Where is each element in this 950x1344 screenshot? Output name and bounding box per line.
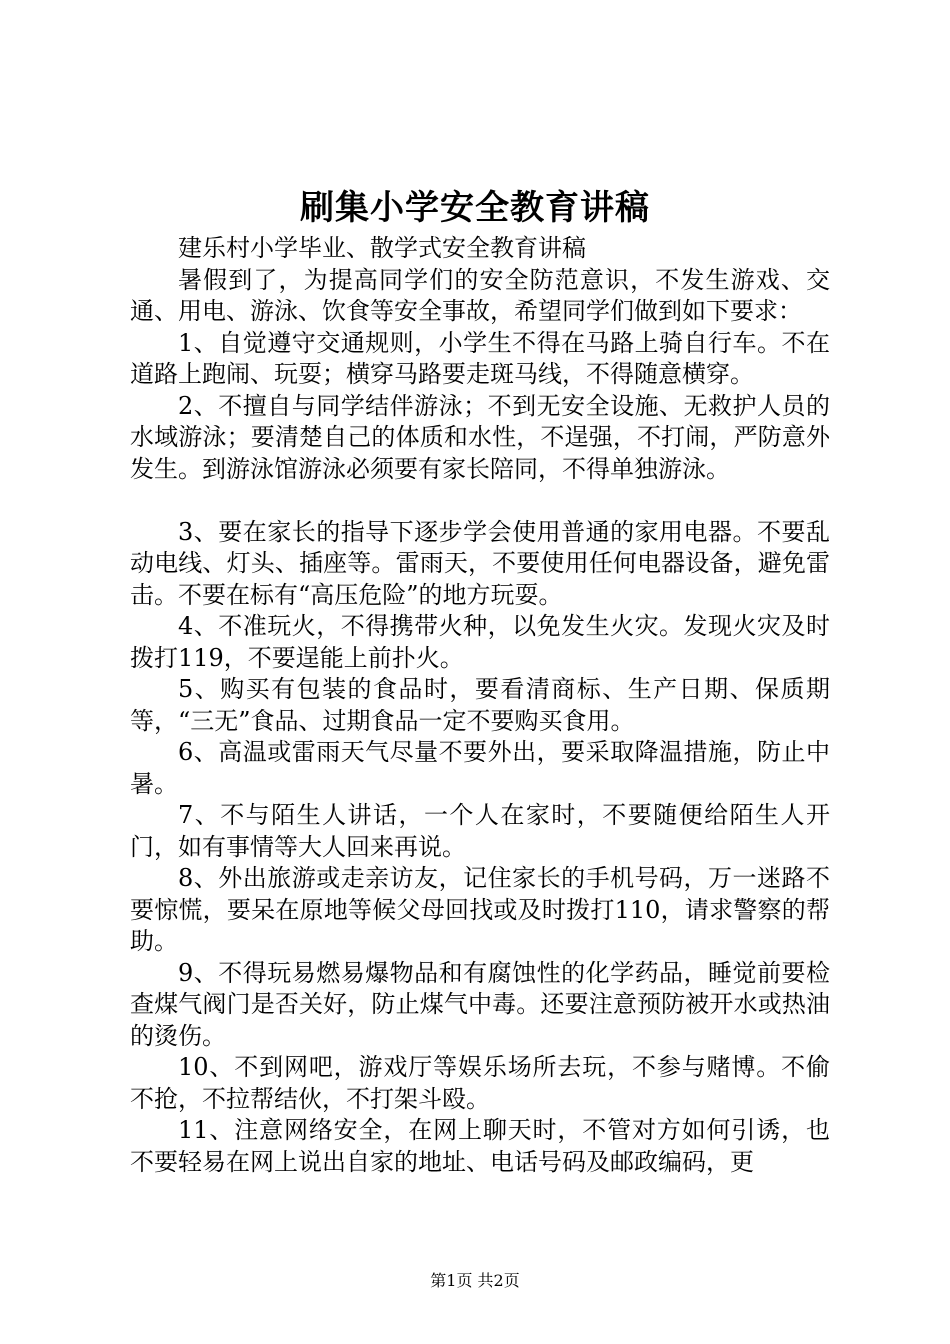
paragraph-intro: 暑假到了，为提高同学们的安全防范意识，不发生游戏、交通、用电、游泳、饮食等安全事故，希望同学们做到如下要求： bbox=[130, 265, 830, 325]
paragraph-rule-6: 6、高温或雷雨天气尽量不要外出，要采取降温措施，防止中暑。 bbox=[130, 738, 830, 798]
paragraph-rule-10: 10、不到网吧，游戏厅等娱乐场所去玩，不参与赌博。不偷不抢，不拉帮结伙，不打架斗殴。 bbox=[130, 1053, 830, 1113]
document-title: 刷集小学安全教育讲稿 bbox=[300, 188, 650, 228]
paragraph-rule-7: 7、不与陌生人讲话，一个人在家时，不要随便给陌生人开门，如有事情等大人回来再说。 bbox=[130, 801, 830, 861]
paragraph-rule-2: 2、不擅自与同学结伴游泳；不到无安全设施、无救护人员的水域游泳；要清楚自己的体质和水性，不逞强，不打闹，严防意外发生。到游泳馆游泳必须要有家长陪同，不得单独游泳。 bbox=[130, 391, 830, 483]
paragraph-subtitle: 建乐村小学毕业、散学式安全教育讲稿 bbox=[178, 234, 586, 262]
document-body bbox=[130, 233, 830, 1178]
paragraph-rule-5: 5、购买有包装的食品时，要看清商标、生产日期、保质期等，“三无”食品、过期食品一定不要购买食用。 bbox=[130, 675, 830, 735]
paragraph-rule-1: 1、自觉遵守交通规则，小学生不得在马路上骑自行车。不在道路上跑闹、玩耍；横穿马路要走斑马线，不得随意横穿。 bbox=[130, 328, 830, 388]
paragraph-rule-11: 11、注意网络安全，在网上聊天时，不管对方如何引诱，也不要轻易在网上说出自家的地址、电话号码及邮政编码，更 bbox=[130, 1116, 830, 1176]
paragraph-rule-4: 4、不准玩火，不得携带火种，以免发生火灾。发现火灾及时拨打119，不要逞能上前扑火。 bbox=[130, 612, 830, 672]
paragraph-rule-3: 3、要在家长的指导下逐步学会使用普通的家用电器。不要乱动电线、灯头、插座等。雷雨天，不要使用任何电器设备，避免雷击。不要在标有“高压危险”的地方玩耍。 bbox=[130, 517, 830, 609]
page-number-footer: 第1页 共2页 bbox=[430, 1271, 520, 1290]
paragraph-rule-8: 8、外出旅游或走亲访友，记住家长的手机号码，万一迷路不要惊慌，要呆在原地等候父母回找或及时拨打110，请求警察的帮助。 bbox=[130, 864, 830, 955]
paragraph-rule-9: 9、不得玩易燃易爆物品和有腐蚀性的化学药品，睡觉前要检查煤气阀门是否关好，防止煤气中毒。还要注意预防被开水或热油的烫伤。 bbox=[130, 958, 830, 1050]
